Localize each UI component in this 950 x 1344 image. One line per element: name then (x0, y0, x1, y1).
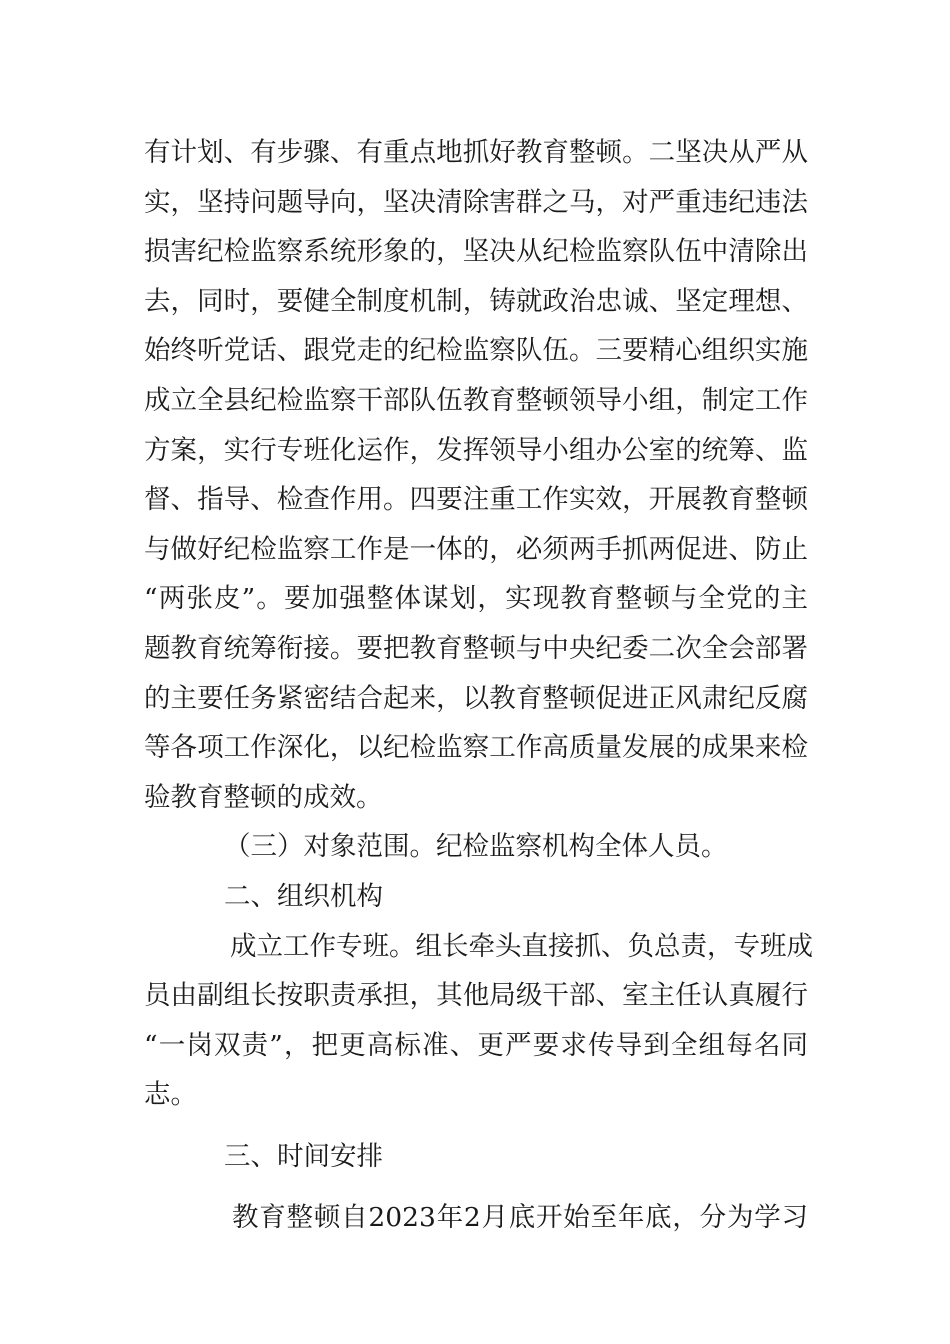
heading-organization: 二、组织机构 (224, 880, 383, 912)
section-scope: （三）对象范围。纪检监察机构全体人员。 (224, 831, 728, 863)
text-line: 等各项工作深化，以纪检监察工作高质量发展的成果来检 (144, 732, 808, 764)
text-line: 有计划、有步骤、有重点地抓好教育整顿。二坚决从严从 (144, 137, 808, 168)
text-line: 成立全县纪检监察干部队伍教育整顿领导小组，制定工作 (144, 384, 808, 416)
paragraph-goals (144, 128, 808, 822)
text-line: 方案，实行专班化运作，发挥领导小组办公室的统筹、监 (144, 434, 808, 466)
text-line: 损害纪检监察系统形象的，坚决从纪检监察队伍中清除出 (144, 236, 808, 268)
text-line: 志。 (144, 1079, 197, 1111)
text-line: 员由副组长按职责承担，其他局级干部、室主任认真履行 (144, 980, 808, 1012)
text-line: 实，坚持问题导向，坚决清除害群之马，对严重违纪违法 (144, 186, 808, 218)
text-line: 教育整顿自2023年2月底开始至年底，分为学习 (232, 1202, 808, 1234)
text-line: “两张皮”。要加强整体谋划，实现教育整顿与全党的主 (144, 583, 808, 615)
text-line: 的主要任务紧密结合起来，以教育整顿促进正风肃纪反腐 (144, 682, 808, 714)
text-line: 始终听党话、跟党走的纪检监察队伍。三要精心组织实施 (144, 335, 808, 367)
heading-schedule: 三、时间安排 (224, 1140, 383, 1172)
paragraph-schedule (144, 1193, 808, 1243)
text-line: “一岗双责”，把更高标准、更严要求传导到全组每名同 (144, 1029, 808, 1061)
document-body (144, 128, 813, 1243)
text-line: 去，同时，要健全制度机制，铸就政治忠诚、坚定理想、 (144, 285, 808, 317)
text-line: 与做好纪检监察工作是一体的，必须两手抓两促进、防止 (144, 533, 808, 565)
text-line: 督、指导、检查作用。四要注重工作实效，开展教育整顿 (144, 484, 808, 516)
text-line: 验教育整顿的成效。 (144, 781, 383, 813)
text-line: 题教育统筹衔接。要把教育整顿与中央纪委二次全会部署 (144, 632, 808, 664)
paragraph-organization (144, 922, 813, 1120)
text-line: 成立工作专班。组长牵头直接抓、负总责，专班成 (230, 930, 813, 962)
